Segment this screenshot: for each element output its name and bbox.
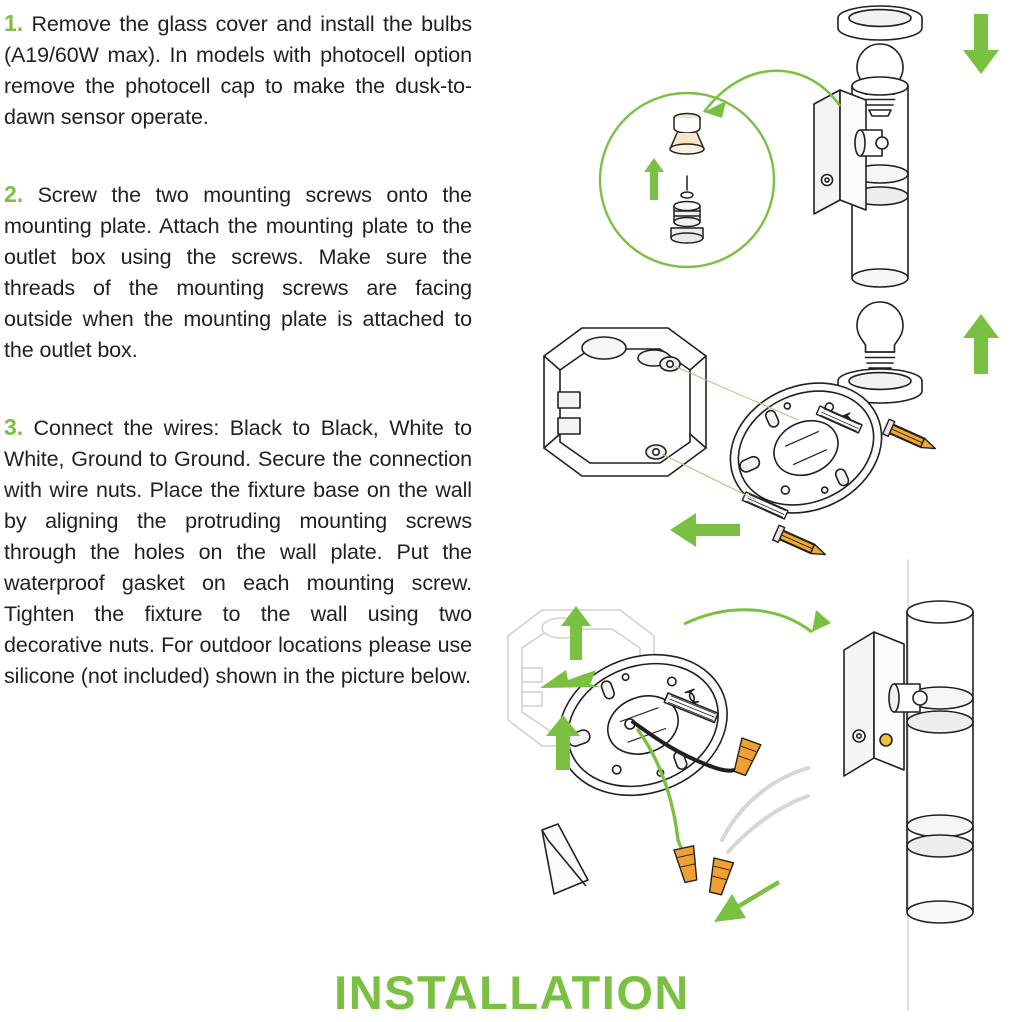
step-2-number: 2. [4,181,23,207]
step-1-number: 1. [4,10,23,36]
step-2-text: Screw the two mounting screws onto the mounting plate. Attach the mounting plate to the outlet box using the screws. Make sure the threads of the mounting screws are facing outside when the mounting plate is attached to the outlet box. [4,183,472,362]
green-arrow-down-top [963,14,999,74]
gasket-cone [542,824,588,894]
wire-nut-3 [706,858,734,896]
installation-title: INSTALLATION [334,966,690,1019]
instruction-step-3 [4,412,472,692]
step-3-number: 3. [4,414,23,440]
figure-wiring-fixture-base [478,540,1024,1022]
wire-nut-1 [730,738,760,777]
step-1-text: Remove the glass cover and install the bulbs (A19/60W max). In models with photocell option remove the photocell cap to make the dusk-to-dawn sensor operate. [4,12,472,129]
wire-nut-2 [674,846,701,883]
step-3-text: Connect the wires: Black to Black, White to White, Ground to Ground. Secure the connection with wire nuts. Place the fixture base on the wall by aligning the protruding mounting screws through the holes on the wall plate. Put the waterproof gasket on each mounting screw. Tighten the fixture to the wall using two decorative nuts. For outdoor locations please use silicone (not included) shown in the picture below. [4,416,472,688]
green-arrow-curve-top [684,610,831,632]
instructions-text-column [0,0,478,950]
instruction-step-2 [4,179,472,366]
diagram-column [478,0,1024,1022]
instruction-step-1 [4,8,472,133]
photocell-detail-circle [600,93,774,267]
mounting-screw-1 [883,419,939,456]
